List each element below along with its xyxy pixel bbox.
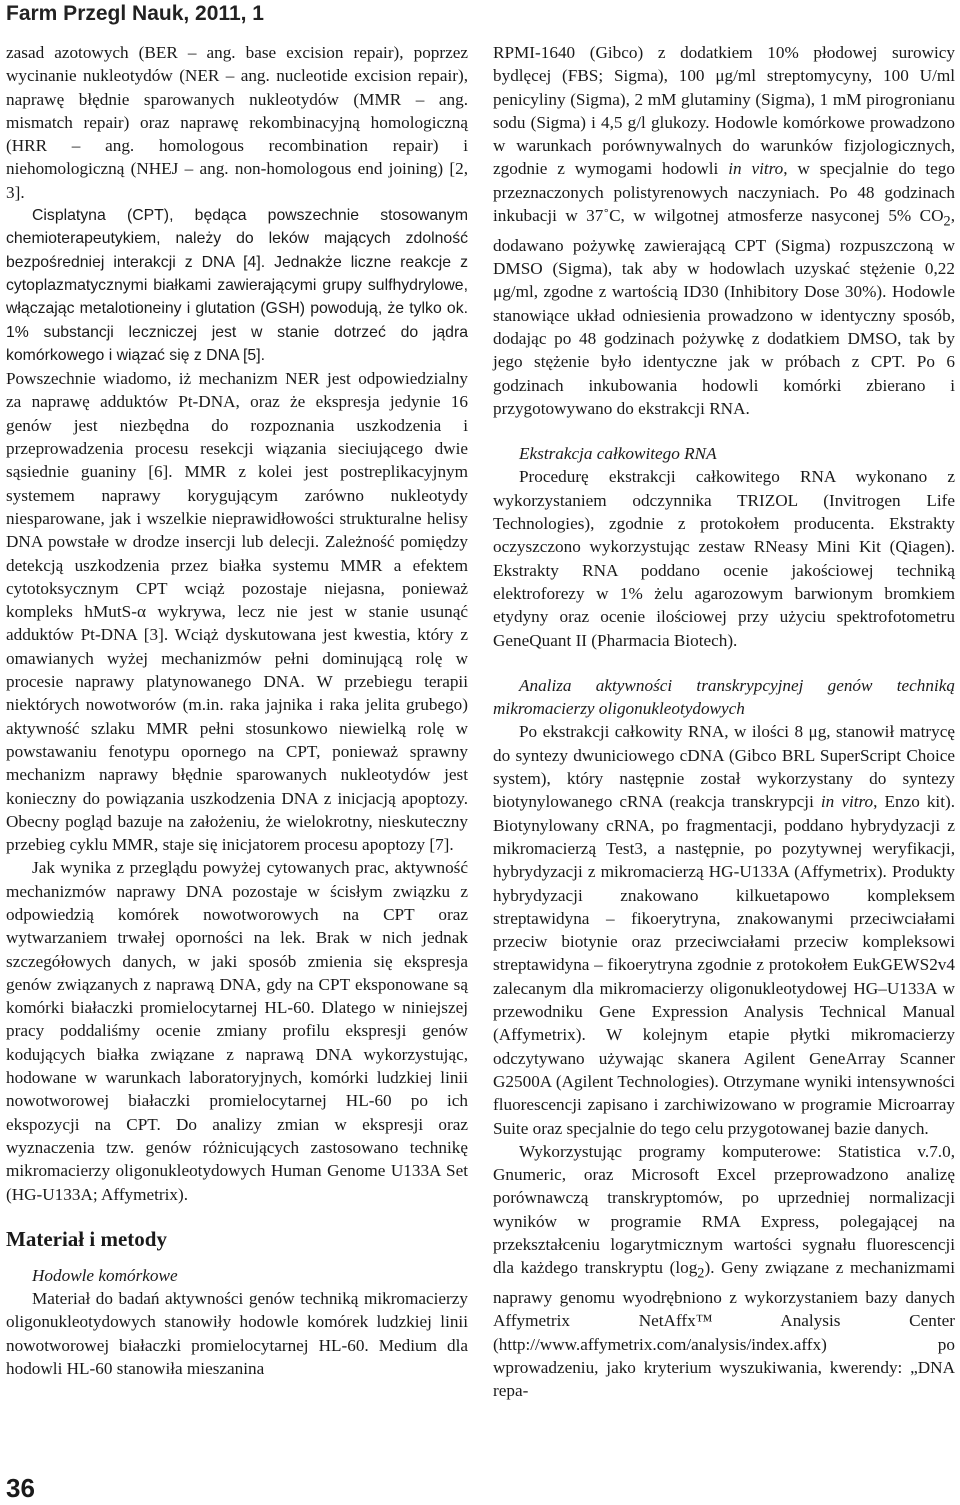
- right-column: [493, 41, 955, 1403]
- subsection-heading: Analiza aktywności transkrypcyjnej genów techniką mikromacierzy oligonukleotydowych: [493, 675, 955, 719]
- subsection-heading: Hodowle komórkowe: [32, 1265, 178, 1285]
- journal-header: Farm Przegl Nauk, 2011, 1: [6, 2, 264, 25]
- paragraph: Po ekstrakcji całkowity RNA, w ilości 8 μg, stanowił matrycę do syntezy dwuniciowego cDNA (Gibco BRL SuperScript Choice system), który następnie został wykorzystany do syntezy biotynylowanego cRNA (reakcja transkrypcji in vitro, Enzo kit). Biotynylowany cRNA, po fragmentacji, poddano hybrydyzacji z mikromacierzą Test3, a następnie, po pozytywnej weryfikacji, hybrydyzacji z mikromacierzą HG-U133A (Affymetrix). Produkty hybrydyzacji znakowano kilkuetapowo kompleksem streptawidyna – fikoerytryna, znakowanymi przeciwciałami przeciw biotynie oraz przeciwciałami przeciw kompleksowi streptawidyna – fikoerytryna zgodnie z protokołem EukGEWS2v4 zalecanym dla mikromacierzy oligonukleotydowej HG–U133A w przewodniku Gene Expression Analysis Technical Manual (Affymetrix). W kolejnym etapie płytki mikromacierzy odczytywano używając skanera Agilent GeneArray Scanner G2500A (Agilent Technologies). Otrzymane wyniki intensywności fluorescencji zapisano i zarchiwizowano w programie Microarray Suite oraz specjalnie do tego celu przygotowanej bazie danych.: [493, 722, 955, 1138]
- paragraph: Materiał do badań aktywności genów techniką mikromacierzy oligonukleotydowych stanowiły hodowle komórek ludzkiej linii nowotworowej białaczki promielocytarnej HL-60. Medium dla hodowli HL-60 stanowiła mieszanina: [6, 1289, 468, 1379]
- left-column: [6, 41, 468, 1380]
- paragraph: RPMI-1640 (Gibco) z dodatkiem 10% płodowej surowicy bydlęcej (FBS; Sigma), 100 μg/ml streptomycyny, 100 U/ml penicyliny (Sigma), 2 mM glutaminy (Sigma), 1 mM pirogronianu sodu (Sigma) i 4,5 g/l glukozy. Hodowle komórkowe prowadzono w warunkach porównywalnych do warunków fizjologicznych, zgodnie z wymogami hodowli in vitro, w specjalnie do tego przeznaczonych polistyrenowych naczyniach. Po 48 godzinach inkubacji w 37˚C, w wilgotnej atmosferze nasyconej 5% $CO_2$, dodawano pożywkę zawierającą CPT (Sigma) rozpuszczoną w DMSO (Sigma), tak aby w hodowlach uzyskać stężenie 0,22 μg/ml, zgodne z wartością ID30 (Inhibitory Dose 30%). Hodowle stanowiące układ odniesienia prowadzono w identyczny sposób, dodając po 48 godzinach pożywkę z dodatkiem DMSO, tak by jego stężenie było identyczne jak w próbach z CPT. Po 6 godzinach inkubowania hodowli komórki zbierano i przygotowywano do ekstrakcji RNA.: [493, 43, 955, 418]
- page-number: 36: [6, 1473, 35, 1503]
- paragraph: Jak wynika z przeglądu powyżej cytowanych prac, aktywność mechanizmów naprawy DNA pozostaje w ścisłym związku z odpowiedzią komórek nowotworowych na CPT oraz wytwarzaniem trwałej oporności na lek. Brak w nich jednak szczegółowych danych, w jaki sposób zmienia się ekspresja genów związanych z naprawą DNA, gdy na CPT eksponowane są komórki białaczki promielocytarnej HL-60. Dlatego w niniejszej pracy poddaliśmy ocenie zmiany profilu ekspresji genów kodujących białka związane z naprawą DNA wykorzystując, hodowane w warunkach laboratoryjnych, komórki ludzkiej linii nowotworowej białaczki promielocytarnej HL-60 po ich ekspozycji na CPT. Do analizy zmian w ekspresji oraz wyznaczenia tzw. genów różnicujących zastosowano technikę mikromacierzy oligonukleotydowych Human Genome U133A Set (HG-U133A; Affymetrix).: [6, 858, 468, 1204]
- subsection-heading: Ekstrakcja całkowitego RNA: [519, 444, 717, 464]
- paragraph: Powszechnie wiadomo, iż mechanizm NER jest odpowiedzialny za naprawę adduktów Pt-DNA, oraz że ekspresja jedynie 16 genów jest niezbędna do rozpoznania uszkodzenia i przeprowadzenia procesu resekcji wiązania sieciującego dwie sąsiednie guaniny [6]. MMR z kolei jest postreplikacyjnym systemem naprawy korygującym zarówno nukleotydy niesparowane, jak i wszelkie nieprawidłowości strukturalne helisy DNA powstałe w drodze insercji lub delecji. Zależność pomiędzy detekcją uszkodzenia przez białka systemu MMR a efektem cytotoksycznym CPT wciąż pozostaje niejasna, ponieważ kompleks hMutS-α wykrywa, lecz nie jest w stanie usunąć adduktów Pt-DNA [3]. Wciąż dyskutowana jest kwestia, który z omawianych wyżej mechanizmów pełni dominującą rolę w procesie naprawy platynowanego DNA. W przebiegu terapii niektórych nowotworów (m.in. raka jajnika i raka jelita grubego) aktywność szlaku MMR pełni stosunkowo niewielką rolę w powstawaniu fenotypu opornego na CPT, ponieważ sprawny mechanizm naprawy błędnie sparowanych nukleotydów jest konieczny do powiązania uszkodzenia DNA z inicjacją apoptozy. Obecny pogląd bazuje na założeniu, że wielokrotny, nieskuteczny przebieg cyklu MMR, staje się inicjatorem procesu apoptozy [7].: [6, 369, 468, 855]
- section-title: Materiał i metody: [6, 1226, 167, 1251]
- paragraph: Procedurę ekstrakcji całkowitego RNA wykonano z wykorzystaniem odczynnika TRIZOL (Invitrogen Life Technologies), zgodnie z protokołem producenta. Ekstrakty oczyszczono wykorzystując zestaw RNeasy Mini Kit (Qiagen). Ekstrakty RNA poddano ocenie jakościowej techniką elektroforezy w 1% żelu agarozowym barwionym bromkiem etydyny oraz ocenie ilościowej przy użyciu spektrofotometru GeneQuant II (Pharmacia Biotech).: [493, 467, 955, 650]
- paragraph: zasad azotowych (BER – ang. base excision repair), poprzez wycinanie nukleotydów (NER – ang. nucleotide excision repair), naprawę błędnie sparowanych nukleotydów (MMR – ang. mismatch repair) oraz naprawę rekombinacyjną homologiczną (HRR – ang. homologous recombination repair) i niehomologiczną (NHEJ – ang. non-homologous end joining) [2, 3].: [6, 43, 468, 202]
- paragraph: Wykorzystując programy komputerowe: Statistica v.7.0, Gnumeric, oraz Microsoft Excel przeprowadzono analizę porównawczą transkryptomów, po uprzedniej normalizacji wyników w programie RMA Express, polegającej na przekształceniu logarytmicznym wartości sygnału fluorescencji dla każdego transkryptu $(\log_2)$. Geny związane z mechanizmami naprawy genomu wyodrębniono z wykorzystaniem bazy danych Affymetrix NetAffx™ Analysis Center (http://www.affymetrix.com/analysis/index.affx) po wprowadzeniu, jako kryterium wyszukiwania, kwerendy: „DNA repa-: [493, 1141, 955, 1401]
- paragraph: Cisplatyna (CPT), będąca powszechnie stosowanym chemioterapeutykiem, należy do leków mających zdolność bezpośredniej interakcji z DNA [4]. Jednakże liczne reakcje z cytoplazmatycznymi białkami zawierającymi grupy sulfhydrylowe, włączając metalotioneiny i glutation (GSH) powodują, że tylko ok. 1% substancji leczniczej jest w stanie dotrzeć do jądra komórkowego i wiązać się z DNA [5].: [6, 207, 468, 364]
